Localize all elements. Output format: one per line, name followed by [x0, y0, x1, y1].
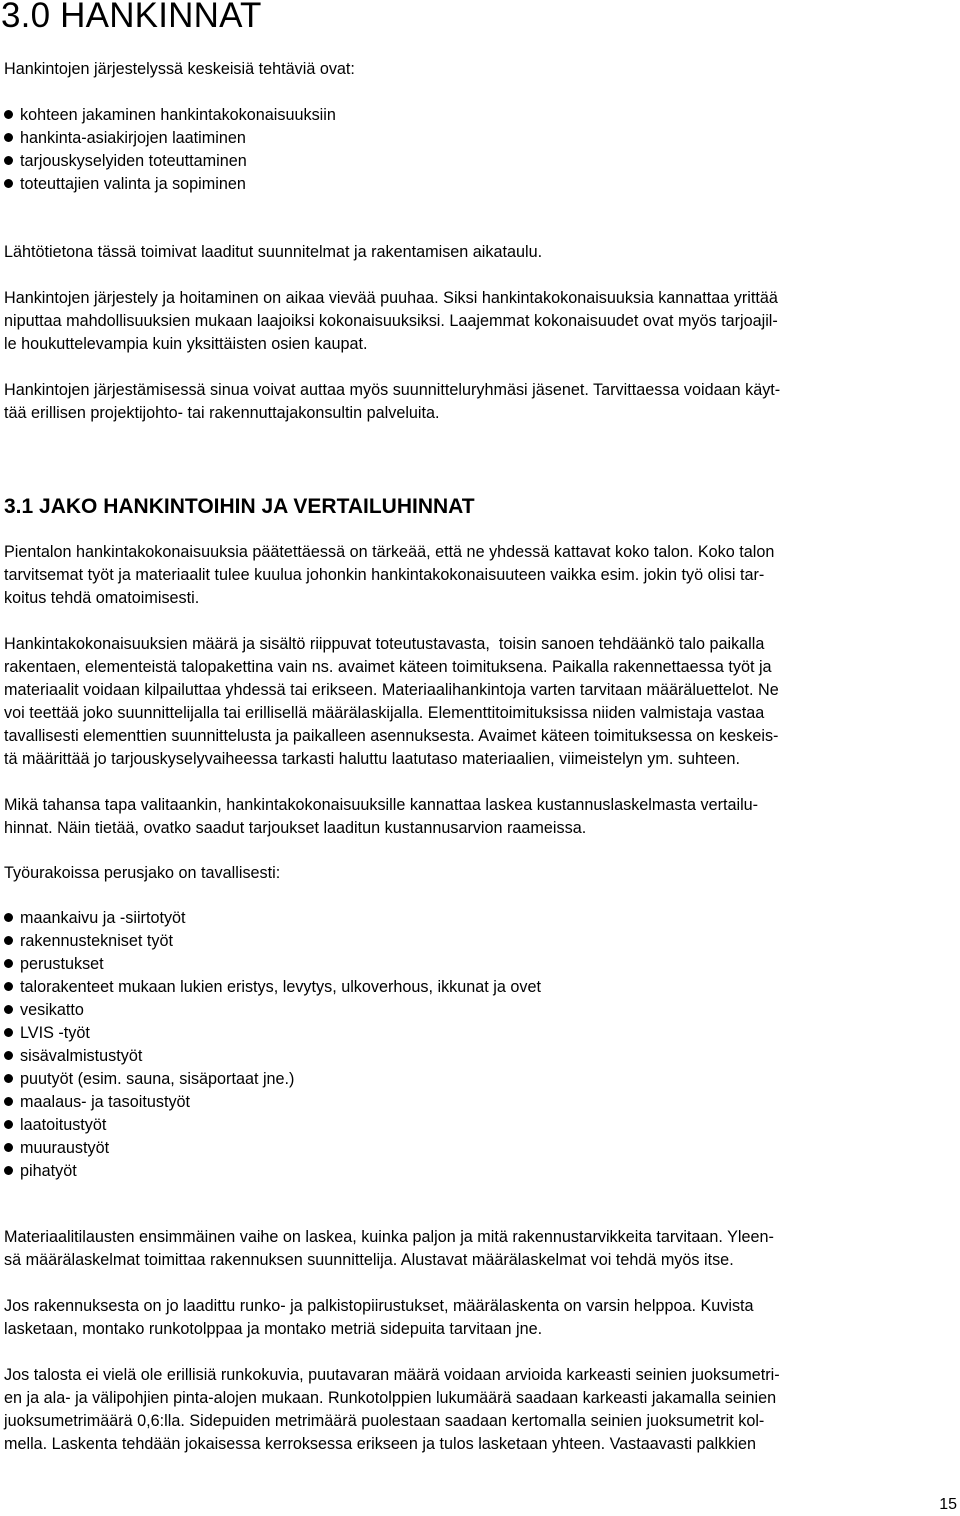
text-line: tarvitsemat työt ja materiaalit tulee kuulua johonkin hankintakokonaisuuteen vaikka esim. jokin työ olisi tar- — [4, 566, 765, 584]
text-line: le houkuttelevampia kuin yksittäisten osien kaupat. — [4, 335, 368, 353]
paragraph-10 — [4, 1364, 956, 1456]
text-line: mella. Laskenta tehdään jokaisessa kerroksessa erikseen ja tulos lasketaan yhteen. Vastaavasti palkkien — [4, 1435, 756, 1453]
list-item-text: tarjouskyselyiden toteuttaminen — [20, 152, 247, 170]
text-line: rakentaen, elementeistä talopakettina vain ns. avaimet käteen toimituksena. Paikalla rakennettaessa työt ja — [4, 658, 772, 676]
bullet-icon — [4, 110, 13, 119]
text-line: Lähtötietona tässä toimivat laaditut suunnitelmat ja rakentamisen aikataulu. — [4, 243, 543, 261]
text-line: lasketaan, montako runkotolppaa ja montako metriä sidepuita tarvitaan jne. — [4, 1320, 543, 1338]
text-line: Hankintojen järjestämisessä sinua voivat auttaa myös suunnitteluryhmäsi jäsenet. Tarvittaessa voidaan käyt- — [4, 381, 781, 399]
bullet-icon — [4, 1028, 13, 1037]
list-item-text: pihatyöt — [20, 1162, 77, 1180]
paragraph-5 — [4, 633, 956, 771]
bullet-icon — [4, 133, 13, 142]
bullet-icon — [4, 959, 13, 968]
paragraph-6 — [4, 794, 956, 840]
paragraph-7 — [4, 862, 956, 885]
bullet-icon — [4, 1051, 13, 1060]
section-heading: 3.1 JAKO HANKINTOIHIN JA VERTAILUHINNAT — [4, 495, 475, 518]
text-line: Hankintojen järjestelyssä keskeisiä tehtäviä ovat: — [4, 60, 355, 78]
page-title: 3.0 HANKINNAT — [1, 0, 262, 35]
list-item — [4, 104, 336, 127]
list-item — [4, 1114, 541, 1137]
text-line: Työurakoissa perusjako on tavallisesti: — [4, 864, 281, 882]
text-line: sä määrälaskelmat toimittaa rakennuksen suunnittelija. Alustavat määrälaskelmat voi tehdä myös itse. — [4, 1251, 734, 1269]
paragraph-3 — [4, 379, 956, 425]
text-line: tavallisesti elementtien suunnittelusta ja paikalleen asennuksesta. Avaimet käteen toimituksessa on keskeis- — [4, 727, 779, 745]
list-item — [4, 907, 541, 930]
text-line: voi teettää joko suunnittelijalla tai erillisellä määrälaskijalla. Elementtitoimituksissa niiden valmistaja vastaa — [4, 704, 765, 722]
bullet-icon — [4, 1143, 13, 1152]
bullet-icon — [4, 1166, 13, 1175]
work-items-list — [4, 907, 541, 1183]
bullet-icon — [4, 156, 13, 165]
list-item — [4, 1091, 541, 1114]
text-line: niputtaa mahdollisuuksien mukaan laajoiksi kokonaisuuksiksi. Laajemmat kokonaisuudet ovat myös tarjoajil- — [4, 312, 778, 330]
bullet-icon — [4, 1005, 13, 1014]
list-item-text: sisävalmistustyöt — [20, 1047, 143, 1065]
list-item-text: hankinta-asiakirjojen laatiminen — [20, 129, 246, 147]
bullet-icon — [4, 1120, 13, 1129]
list-item-text: LVIS -työt — [20, 1024, 90, 1042]
list-item-text: kohteen jakaminen hankintakokonaisuuksiin — [20, 106, 336, 124]
list-item-text: vesikatto — [20, 1001, 84, 1019]
list-item-text: perustukset — [20, 955, 104, 973]
list-item-text: talorakenteet mukaan lukien eristys, levytys, ulkoverhous, ikkunat ja ovet — [20, 978, 541, 996]
text-line: tää erillisen projektijohto- tai rakennuttajakonsultin palveluita. — [4, 404, 440, 422]
paragraph-9 — [4, 1295, 956, 1341]
text-line: tä määrittää jo tarjouskyselyvaiheessa tarkasti haluttu laatutaso materiaalien, viimeistelyn ym. suhteen. — [4, 750, 740, 768]
text-line: Hankintakokonaisuuksien määrä ja sisältö riippuvat toteutustavasta, toisin sanoen tehdäänkö talo paikalla — [4, 635, 765, 653]
page-number: 15 — [939, 1496, 957, 1513]
paragraph-2 — [4, 287, 956, 356]
list-item — [4, 1068, 541, 1091]
list-item — [4, 930, 541, 953]
list-item-text: toteuttajien valinta ja sopiminen — [20, 175, 246, 193]
bullet-icon — [4, 179, 13, 188]
list-item — [4, 1160, 541, 1183]
tasks-list — [4, 104, 336, 196]
list-item-text: laatoitustyöt — [20, 1116, 107, 1134]
paragraph-1 — [4, 241, 956, 264]
list-item-text: muuraustyöt — [20, 1139, 110, 1157]
list-item — [4, 150, 336, 173]
paragraph-4 — [4, 541, 956, 610]
intro-paragraph — [4, 58, 956, 81]
list-item — [4, 999, 541, 1022]
bullet-icon — [4, 982, 13, 991]
list-item — [4, 1022, 541, 1045]
list-item — [4, 1045, 541, 1068]
text-line: Mikä tahansa tapa valitaankin, hankintakokonaisuuksille kannattaa laskea kustannuslaskelmasta vertailu- — [4, 796, 759, 814]
text-line: materiaalit voidaan kilpailuttaa yhdessä tai erikseen. Materiaalihankintoja varten tarvitaan määräluettelot. Ne — [4, 681, 779, 699]
text-line: Jos rakennuksesta on jo laadittu runko- ja palkistopiirustukset, määrälaskenta on varsin helppoa. Kuvista — [4, 1297, 754, 1315]
list-item-text: maankaivu ja -siirtotyöt — [20, 909, 186, 927]
list-item-text: maalaus- ja tasoitustyöt — [20, 1093, 191, 1111]
text-line: juoksumetrimäärä 0,6:lla. Sidepuiden metrimäärä puolestaan saadaan kertomalla seinien juoksumetrit kol- — [4, 1412, 765, 1430]
text-line: en ja ala- ja välipohjien pinta-alojen mukaan. Runkotolppien lukumäärä saadaan karkeasti jakamalla seinien — [4, 1389, 777, 1407]
bullet-icon — [4, 1074, 13, 1083]
bullet-icon — [4, 936, 13, 945]
list-item-text: rakennustekniset työt — [20, 932, 173, 950]
text-line: Pientalon hankintakokonaisuuksia päätettäessä on tärkeää, että ne yhdessä kattavat koko talon. Koko talon — [4, 543, 775, 561]
text-line: hinnat. Näin tietää, ovatko saadut tarjoukset laaditun kustannusarvion raameissa. — [4, 819, 587, 837]
list-item — [4, 127, 336, 150]
bullet-icon — [4, 1097, 13, 1106]
bullet-icon — [4, 913, 13, 922]
list-item-text: puutyöt (esim. sauna, sisäportaat jne.) — [20, 1070, 295, 1088]
text-line: koitus tehdä omatoimisesti. — [4, 589, 200, 607]
list-item — [4, 173, 336, 196]
paragraph-8 — [4, 1226, 956, 1272]
text-line: Hankintojen järjestely ja hoitaminen on aikaa vievää puuhaa. Siksi hankintakokonaisuuksia kannattaa yrittää — [4, 289, 778, 307]
list-item — [4, 976, 541, 999]
text-line: Materiaalitilausten ensimmäinen vaihe on laskea, kuinka paljon ja mitä rakennustarvikkeita tarvitaan. Yleen- — [4, 1228, 774, 1246]
list-item — [4, 953, 541, 976]
list-item — [4, 1137, 541, 1160]
text-line: Jos talosta ei vielä ole erillisiä runkokuvia, puutavaran määrä voidaan arvioida karkeasti seinien juoksumetri- — [4, 1366, 780, 1384]
